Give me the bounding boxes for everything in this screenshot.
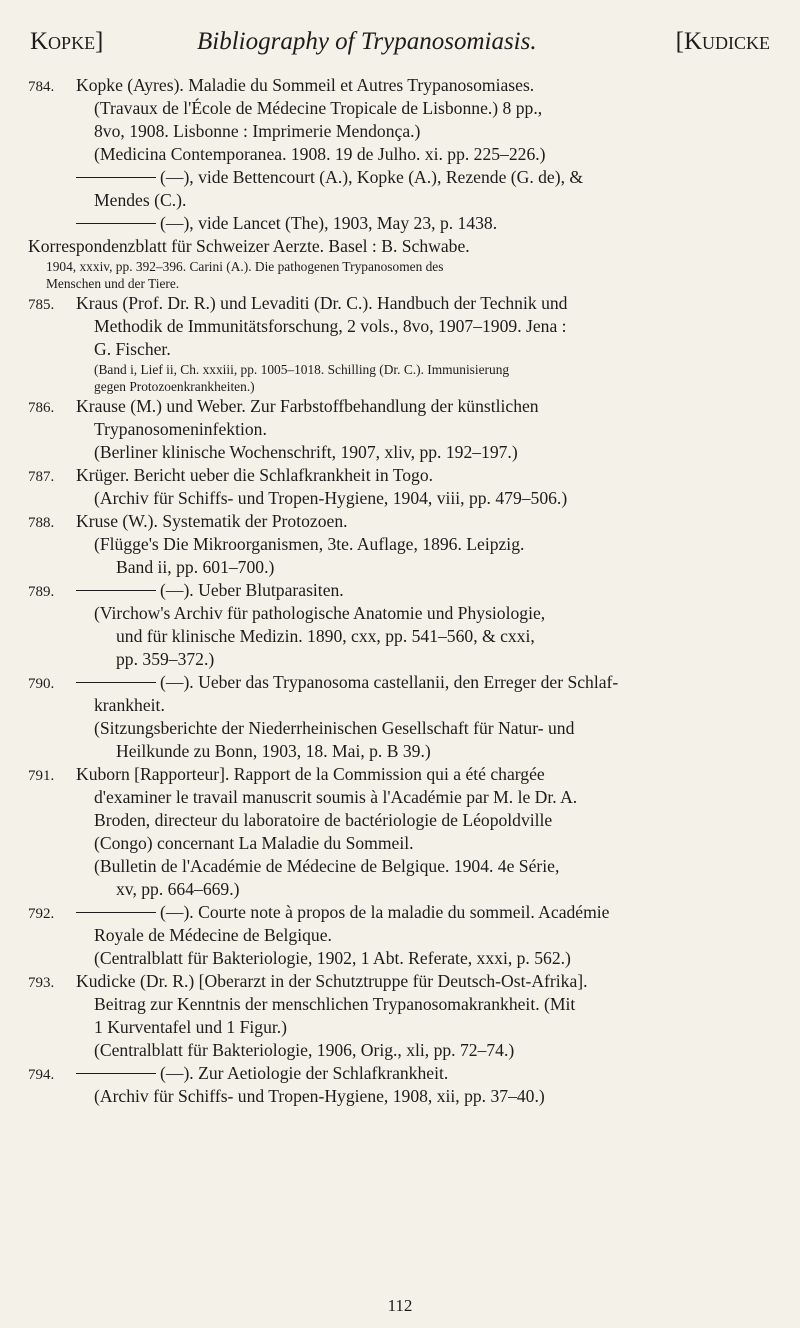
running-header [30,28,770,68]
entry-791 [28,763,772,901]
entry-line: (Travaux de l'École de Médecine Tropicale de Lisbonne.) 8 pp., [94,98,543,118]
entry-789 [28,579,772,671]
entry-line: Band ii, pp. 601–700.) [116,557,275,577]
entry-line: (—). Ueber das Trypanosoma castellanii, den Erreger der Schlaf- [160,672,619,692]
ditto-rule [76,590,156,591]
entry-line: krankheit. [94,695,165,715]
entry-794 [28,1062,772,1108]
entry-line: (Flügge's Die Mikroorganismen, 3te. Auflage, 1896. Leipzig. [94,534,525,554]
page-number: 112 [387,1296,413,1315]
ditto-rule [76,912,156,913]
entry-788 [28,510,772,579]
entry-792 [28,901,772,970]
entry-number: 792. [28,906,55,922]
entry-number: 790. [28,676,55,692]
entry-line: (Sitzungsberichte der Niederrheinischen Gesellschaft für Natur- und [94,718,575,738]
entry-note: (Band i, Lief ii, Ch. xxxiii, pp. 1005–1018. Schilling (Dr. C.). Immunisierung [94,362,510,377]
cross-reference [28,212,772,235]
ditto-rule [76,223,156,224]
entry-line: (Centralblatt für Bakteriologie, 1902, 1 Abt. Referate, xxxi, p. 562.) [94,948,571,968]
entry-number: 789. [28,584,55,600]
entry-line: Kraus (Prof. Dr. R.) und Levaditi (Dr. C.). Handbuch der Technik und [76,293,568,313]
entry-787 [28,464,772,510]
entry-793 [28,970,772,1062]
ditto-rule [76,1073,156,1074]
entry-line: (Centralblatt für Bakteriologie, 1906, Orig., xli, pp. 72–74.) [94,1040,515,1060]
entry-line: Kudicke (Dr. R.) [Oberarzt in der Schutztruppe für Deutsch-Ost-Afrika]. [76,971,588,991]
entry-line: (Berliner klinische Wochenschrift, 1907, xliv, pp. 192–197.) [94,442,518,462]
entry-note: Menschen und der Tiere. [46,276,180,291]
entry-line: Royale de Médecine de Belgique. [94,925,332,945]
entry-number: 793. [28,975,55,991]
entry-line: Heilkunde zu Bonn, 1903, 18. Mai, p. B 39.) [116,741,431,761]
header-right: [Kudicke [675,28,770,55]
cross-reference [28,166,772,212]
entry-line: 8vo, 1908. Lisbonne : Imprimerie Mendonça.) [94,121,421,141]
entry-line: Korrespondenzblatt für Schweizer Aerzte. Basel : B. Schwabe. [28,236,470,256]
header-left: Kopke] [30,28,104,55]
entry-number: 787. [28,469,55,485]
entry-line: Kuborn [Rapporteur]. Rapport de la Commission qui a été chargée [76,764,545,784]
entry-note: 1904, xxxiv, pp. 392–396. Carini (A.). Die pathogenen Trypanosomen des [46,259,444,274]
ditto-rule [76,682,156,683]
entry-line: xv, pp. 664–669.) [116,879,240,899]
entry-number: 788. [28,515,55,531]
entry-line: Methodik de Immunitätsforschung, 2 vols., 8vo, 1907–1909. Jena : [94,316,567,336]
entry-line: G. Fischer. [94,339,171,359]
entry-line: Trypanosomeninfektion. [94,419,267,439]
bibliography-list [28,74,772,1108]
entry-line: (—). Ueber Blutparasiten. [160,580,344,600]
entry-line: (Archiv für Schiffs- und Tropen-Hygiene, 1908, xii, pp. 37–40.) [94,1086,545,1106]
entry-line: Beitrag zur Kenntnis der menschlichen Trypanosomakrankheit. (Mit [94,994,576,1014]
entry-786 [28,395,772,464]
entry-number: 786. [28,400,55,416]
entry-line: Mendes (C.). [94,190,187,210]
entry-line: (Virchow's Archiv für pathologische Anatomie und Physiologie, [94,603,546,623]
entry-line: pp. 359–372.) [116,649,215,669]
entry-number: 784. [28,79,55,95]
entry-790 [28,671,772,763]
entry-line: (—). Courte note à propos de la maladie du sommeil. Académie [160,902,610,922]
entry-number: 785. [28,297,55,313]
entry-note: gegen Protozoenkrankheiten.) [94,379,255,394]
entry-line: d'examiner le travail manuscrit soumis à l'Académie par M. le Dr. A. [94,787,578,807]
entry-line: (Bulletin de l'Académie de Médecine de Belgique. 1904. 4e Série, [94,856,560,876]
entry-line: 1 Kurventafel und 1 Figur.) [94,1017,288,1037]
entry-line: Kruse (W.). Systematik der Protozoen. [76,511,348,531]
entry-line: und für klinische Medizin. 1890, cxx, pp. 541–560, & cxxi, [116,626,535,646]
entry-line: Kopke (Ayres). Maladie du Sommeil et Autres Trypanosomiases. [76,75,535,95]
entry-line: (Congo) concernant La Maladie du Sommeil. [94,833,414,853]
entry-785 [28,292,772,395]
entry-number: 794. [28,1067,55,1083]
entry-line: Krüger. Bericht ueber die Schlafkrankheit in Togo. [76,465,434,485]
entry-line: (—), vide Bettencourt (A.), Kopke (A.), Rezende (G. de), & [160,167,584,187]
entry-number: 791. [28,768,55,784]
ditto-rule [76,177,156,178]
header-title: Bibliography of Trypanosomiasis. [197,28,537,55]
entry-line: (—). Zur Aetiologie der Schlafkrankheit. [160,1063,449,1083]
entry-784 [28,74,772,166]
entry-line: Krause (M.) und Weber. Zur Farbstoffbehandlung der künstlichen [76,396,539,416]
entry-korrespondenzblatt [28,235,772,292]
entry-line: Broden, directeur du laboratoire de bactériologie de Léopoldville [94,810,553,830]
entry-line: (Medicina Contemporanea. 1908. 19 de Julho. xi. pp. 225–226.) [94,144,546,164]
entry-line: (Archiv für Schiffs- und Tropen-Hygiene, 1904, viii, pp. 479–506.) [94,488,568,508]
entry-line: (—), vide Lancet (The), 1903, May 23, p. 1438. [160,213,498,233]
